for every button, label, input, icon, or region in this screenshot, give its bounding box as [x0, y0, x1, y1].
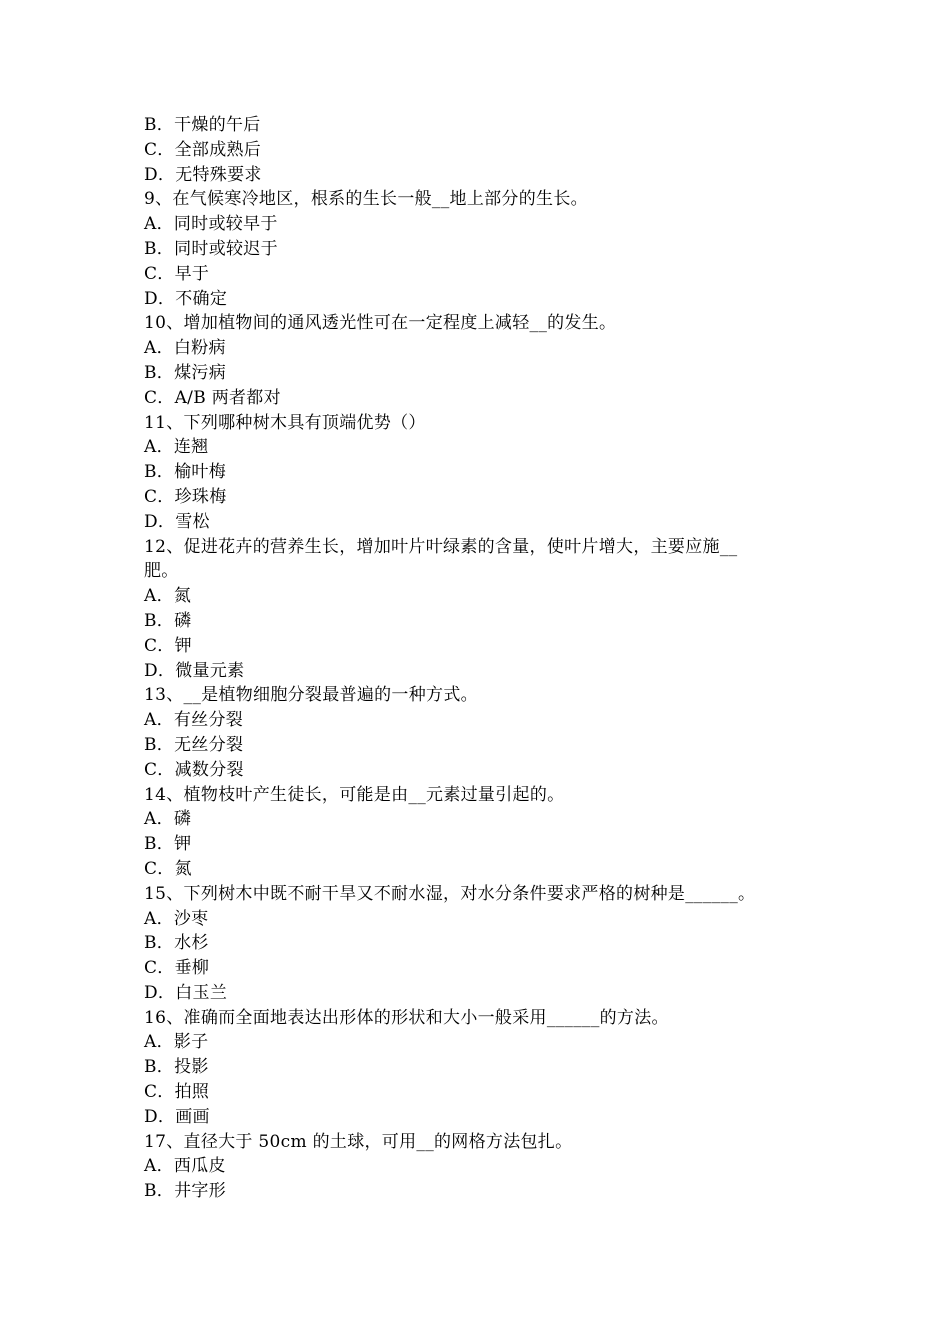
text-line: B．干燥的午后	[144, 115, 261, 135]
option-line: B．钾	[144, 834, 192, 855]
option-line: B．无丝分裂	[144, 734, 244, 755]
option-line: B．水杉	[144, 933, 209, 954]
option-line: C．A/B 两者都对	[144, 387, 281, 408]
question-line: 16、准确而全面地表达出形体的形状和大小一般采用______的方法。	[144, 1007, 669, 1028]
question-line: 15、下列树木中既不耐干旱又不耐水湿，对水分条件要求严格的树种是______。	[144, 883, 756, 904]
option-line: B．煤污病	[144, 362, 226, 383]
question-line: 11、下列哪种树木具有顶端优势（）	[144, 412, 426, 433]
option-line: C．垂柳	[144, 958, 210, 979]
question-line: 9、在气候寒冷地区，根系的生长一般__地上部分的生长。	[144, 189, 588, 210]
option-line: A．磷	[144, 809, 192, 830]
option-line: B．投影	[144, 1057, 209, 1078]
option-line: A．氮	[144, 586, 192, 607]
option-line: A．影子	[144, 1032, 209, 1053]
option-line: C．珍珠梅	[144, 486, 227, 507]
option-line: A．白粉病	[144, 338, 226, 359]
option-line: C．拍照	[144, 1082, 210, 1103]
option-line: C．早于	[144, 263, 210, 284]
document-page	[144, 113, 824, 1204]
option-line: D．雪松	[144, 511, 210, 532]
text-line: C．全部成熟后	[144, 139, 262, 160]
option-line: A．西瓜皮	[144, 1156, 226, 1177]
question-line-continued: 肥。	[144, 561, 179, 582]
option-line: C．减数分裂	[144, 759, 244, 780]
question-line: 12、促进花卉的营养生长，增加叶片叶绿素的含量，使叶片增大，主要应施__	[144, 536, 738, 557]
option-line: B．井字形	[144, 1181, 226, 1202]
option-line: C．氮	[144, 858, 192, 879]
option-line: D．白玉兰	[144, 982, 228, 1003]
option-line: A．有丝分裂	[144, 710, 244, 731]
option-line: D．画画	[144, 1106, 210, 1127]
option-line: B．同时或较迟于	[144, 238, 278, 259]
question-line: 10、增加植物间的通风透光性可在一定程度上减轻__的发生。	[144, 313, 617, 334]
question-line: 17、直径大于 50cm 的土球，可用__的网格方法包扎。	[144, 1131, 573, 1152]
option-line: A．连翘	[144, 437, 209, 458]
question-line: 14、植物枝叶产生徒长，可能是由__元素过量引起的。	[144, 784, 565, 805]
question-line: 13、__是植物细胞分裂最普遍的一种方式。	[144, 685, 478, 706]
text-line: D．无特殊要求	[144, 164, 262, 185]
option-line: A．沙枣	[144, 908, 209, 929]
option-line: D．微量元素	[144, 660, 245, 681]
option-line: A．同时或较早于	[144, 214, 278, 235]
option-line: B．榆叶梅	[144, 462, 226, 483]
option-line: B．磷	[144, 610, 192, 631]
option-line: D．不确定	[144, 288, 228, 309]
option-line: C．钾	[144, 635, 192, 656]
